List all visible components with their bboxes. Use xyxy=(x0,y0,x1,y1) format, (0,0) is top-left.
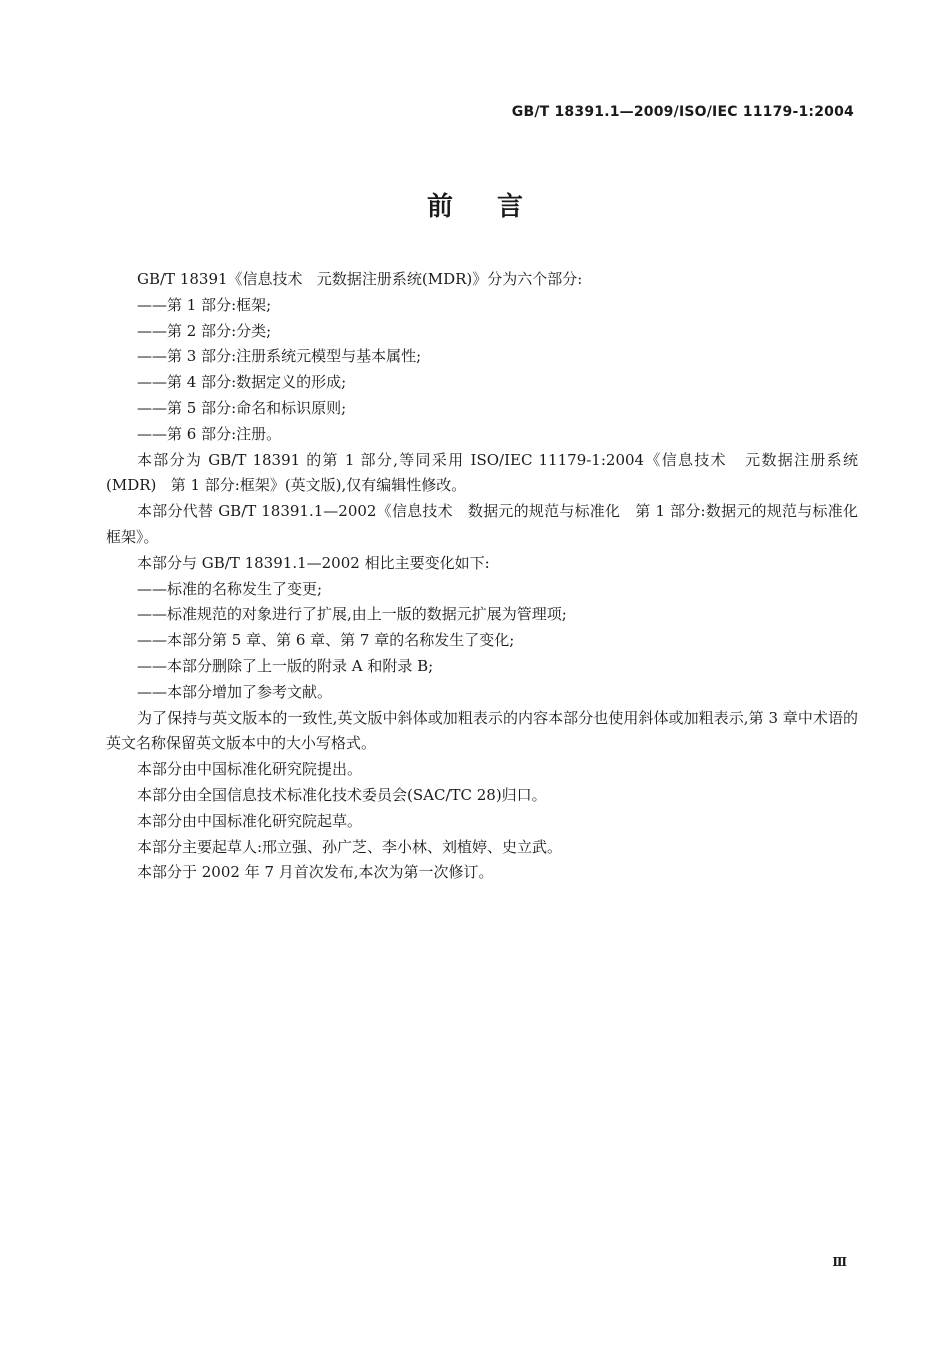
list-item-part-6: ——第 6 部分:注册。 xyxy=(137,424,282,443)
paragraph-adoption: 本部分为 GB/T 18391 的第 1 部分,等同采用 ISO/IEC 11179-1:2004《信息技术 元数据注册系统(MDR) 第 1 部分:框架》(英文版),仅有编辑性修改。 xyxy=(106,450,858,495)
list-item-change-4: ——本部分删除了上一版的附录 A 和附录 B; xyxy=(137,656,434,675)
standard-number: GB/T 18391.1—2009/ISO/IEC 11179-1:2004 xyxy=(511,104,854,120)
foreword-body xyxy=(106,267,858,886)
paragraph-drafters: 本部分主要起草人:邢立强、孙广芝、李小林、刘植婷、史立武。 xyxy=(137,837,563,856)
list-item-change-2: ——标准规范的对象进行了扩展,由上一版的数据元扩展为管理项; xyxy=(137,605,567,624)
paragraph-series-intro: GB/T 18391《信息技术 元数据注册系统(MDR)》分为六个部分: xyxy=(137,270,583,288)
list-item-change-1: ——标准的名称发生了变更; xyxy=(137,579,323,598)
paragraph-replacement: 本部分代替 GB/T 18391.1—2002《信息技术 数据元的规范与标准化 第 1 部分:数据元的规范与标准化框架》。 xyxy=(106,502,858,546)
paragraph-administered-by: 本部分由全国信息技术标准化技术委员会(SAC/TC 28)归口。 xyxy=(137,785,547,804)
list-item-change-3: ——本部分第 5 章、第 6 章、第 7 章的名称发生了变化; xyxy=(137,631,515,650)
paragraph-consistency: 为了保持与英文版本的一致性,英文版中斜体或加粗表示的内容本部分也使用斜体或加粗表示,第 3 章中术语的英文名称保留英文版本中的大小写格式。 xyxy=(106,708,858,753)
page-number: Ⅲ xyxy=(832,1255,847,1269)
list-item-part-4: ——第 4 部分:数据定义的形成; xyxy=(137,373,347,392)
paragraph-drafted-by: 本部分由中国标准化研究院起草。 xyxy=(137,811,363,830)
list-item-part-2: ——第 2 部分:分类; xyxy=(137,321,272,340)
page-title: 前言 xyxy=(426,192,567,222)
paragraph-changes-intro: 本部分与 GB/T 18391.1—2002 相比主要变化如下: xyxy=(137,553,490,572)
list-item-part-1: ——第 1 部分:框架; xyxy=(137,295,272,314)
list-item-change-5: ——本部分增加了参考文献。 xyxy=(137,682,333,701)
paragraph-history: 本部分于 2002 年 7 月首次发布,本次为第一次修订。 xyxy=(137,863,494,882)
paragraph-proposed-by: 本部分由中国标准化研究院提出。 xyxy=(137,760,363,779)
list-item-part-5: ——第 5 部分:命名和标识原则; xyxy=(137,398,347,417)
list-item-part-3: ——第 3 部分:注册系统元模型与基本属性; xyxy=(137,347,422,366)
